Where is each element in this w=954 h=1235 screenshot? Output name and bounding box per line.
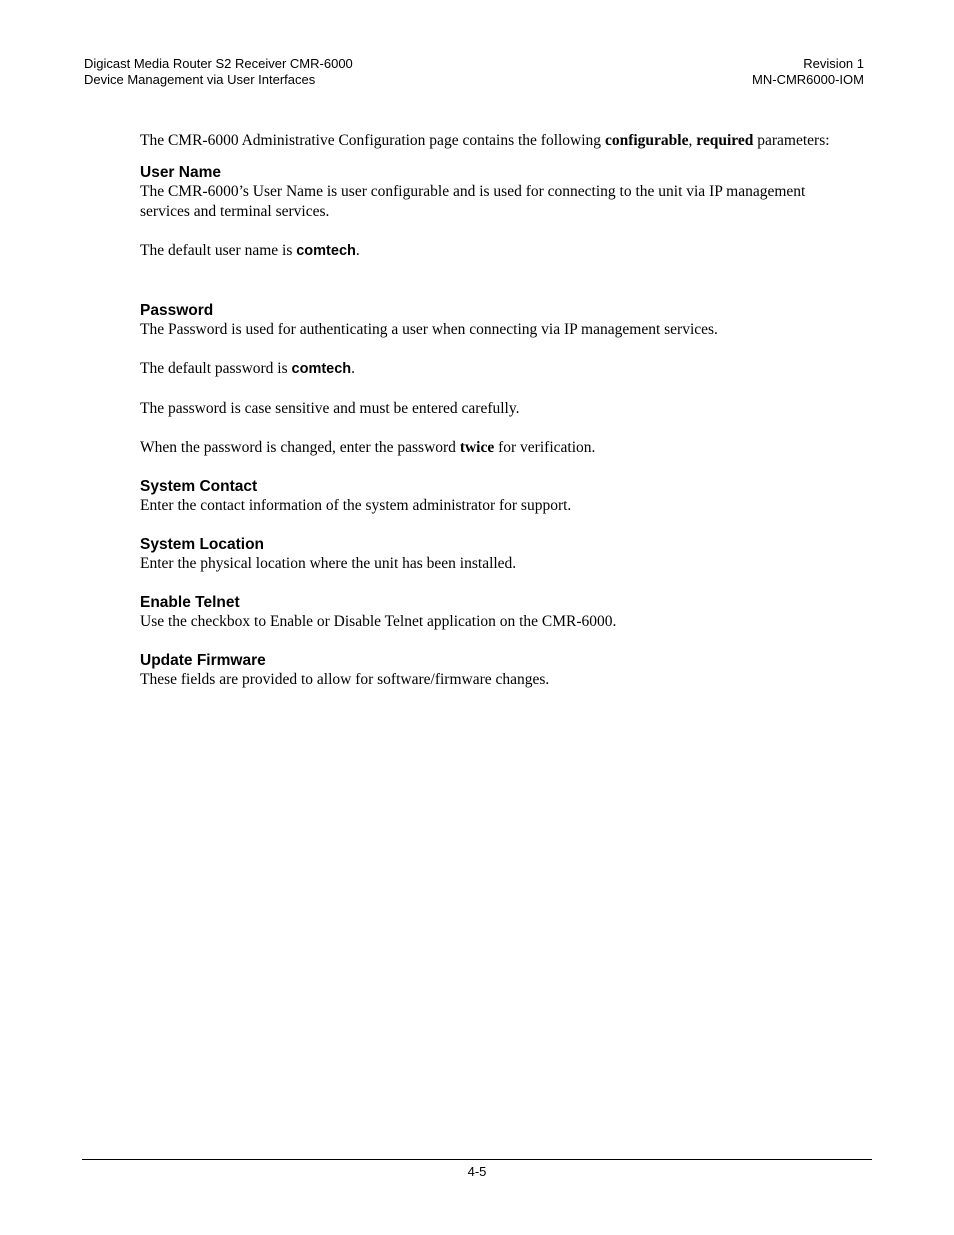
password-change-note: [140, 438, 830, 458]
password-change-bold: twice: [459, 439, 495, 456]
header-revision: Revision 1: [803, 56, 864, 71]
header-chapter-title: Device Management via User Interfaces: [84, 72, 316, 87]
heading-enable-telnet: Enable Telnet: [140, 594, 240, 611]
intro-text-end: parameters:: [753, 132, 830, 149]
header-document-number: MN-CMR6000-IOM: [752, 72, 864, 87]
password-case-note: The password is case sensitive and must be entered carefully.: [140, 400, 520, 417]
password-default: [140, 359, 830, 379]
update-firmware-description: These fields are provided to allow for software/firmware changes.: [140, 671, 550, 688]
password-change-text-end: for verification.: [494, 439, 596, 456]
intro-bold-required: required: [696, 132, 754, 149]
footer-divider: [82, 1159, 872, 1160]
user-name-description: The CMR-6000’s User Name is user configurable and is used for connecting to the unit via IP management services and terminal services.: [140, 183, 806, 220]
header-left: [84, 56, 353, 88]
password-default-value: comtech: [291, 361, 352, 377]
page-content: [140, 131, 830, 690]
password-change-text: When the password is changed, enter the password: [140, 439, 460, 456]
user-name-default-text: The default user name is: [140, 242, 297, 259]
intro-paragraph: [140, 131, 830, 151]
system-contact-description: Enter the contact information of the system administrator for support.: [140, 497, 572, 514]
user-name-default-value: comtech: [296, 243, 356, 259]
heading-system-location: System Location: [140, 536, 265, 553]
system-location-description: Enter the physical location where the unit has been installed.: [140, 555, 517, 572]
page-number: 4-5: [467, 1164, 487, 1179]
header-product-title: Digicast Media Router S2 Receiver CMR-6000: [84, 56, 353, 71]
heading-user-name: User Name: [140, 164, 221, 181]
heading-password: Password: [140, 302, 214, 319]
intro-bold-configurable: configurable: [604, 132, 689, 149]
enable-telnet-description: Use the checkbox to Enable or Disable Telnet application on the CMR-6000.: [140, 613, 617, 630]
user-name-default-period: .: [355, 242, 360, 259]
user-name-default: [140, 241, 830, 261]
password-default-text: The default password is: [140, 360, 292, 377]
password-default-period: .: [351, 360, 356, 377]
heading-system-contact: System Contact: [140, 478, 258, 495]
intro-separator: ,: [688, 132, 697, 149]
intro-text: The CMR-6000 Administrative Configuration page contains the following: [140, 132, 605, 149]
heading-update-firmware: Update Firmware: [140, 652, 266, 669]
header-right: [752, 56, 864, 88]
password-description: The Password is used for authenticating a user when connecting via IP management services.: [140, 321, 718, 338]
